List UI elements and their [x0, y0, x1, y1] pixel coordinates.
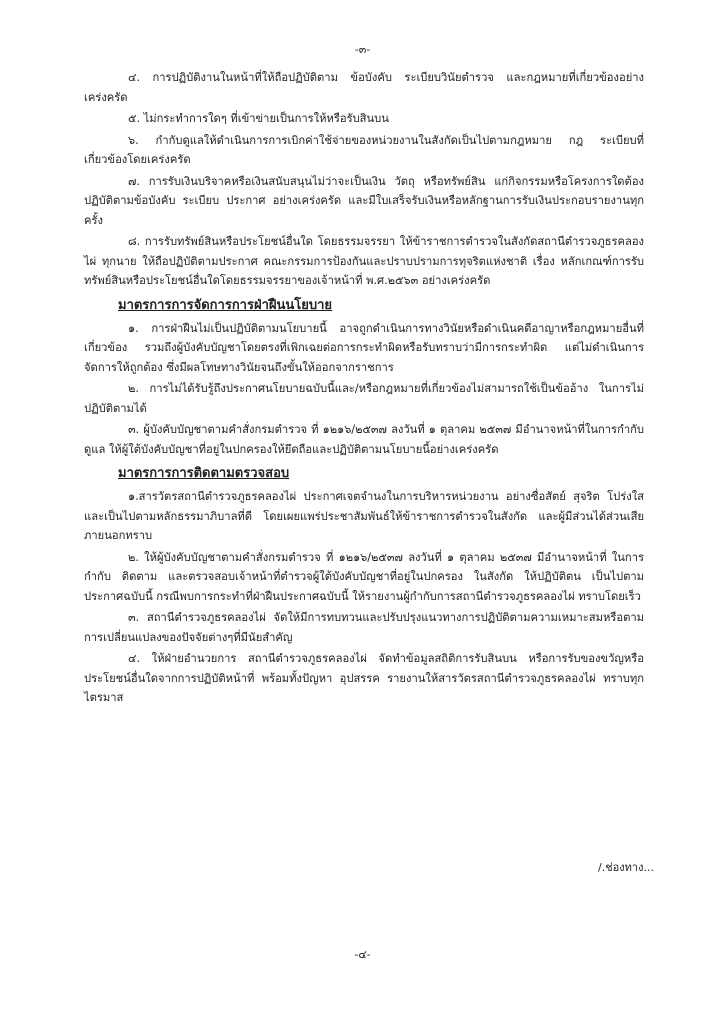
violation-item-2: ๒. การไม่ได้รับรู้ถึงประกาศนโยบายฉบับนี้และ/หรือกฎหมายที่เกี่ยวข้องไม่สามารถใช้เป็นข้ออ้าง ในการไม่ปฏิบัติตามได้	[84, 382, 644, 415]
duty-item-4: ๔. การปฏิบัติงานในหน้าที่ให้ถือปฏิบัติตาม ข้อบังคับ ระเบียบวินัยตำรวจ และกฎหมายที่เกี่ยวข้องอย่างเคร่งครัด	[84, 71, 644, 104]
monitoring-item-3: ๓. สถานีตำรวจภูธรคลองไผ่ จัดให้มีการทบทวนและปรับปรุงแนวทางการปฏิบัติตามความเหมาะสมหรือตามการเปลี่ยนแปลงของปัจจัยต่างๆที่มีนัยสำคัญ	[84, 611, 644, 644]
monitoring-item-2: ๒. ให้ผู้บังคับบัญชาตามคำสั่งกรมตำรวจ ที่ ๑๒๑๖/๒๕๓๗ ลงวันที่ ๑ ตุลาคม ๒๕๓๗ มีอำนาจหน้าที่ ในการกำกับ ติดตาม และตรวจสอบเจ้าหน้าที่ตำรวจผู้ใต้บังคับบัญชาที่อยู่ในปกครอง ในสังกัด ให้ปฏิบัติตน เป็นไปตามประกาศฉบับนี้ กรณีพบการกระทำที่ฝ่าฝืนประกาศฉบับนี้ ให้รายงานผู้กำกับการสถานีตำรวจภูธรคลองไผ่ ทราบโดยเร็ว	[84, 550, 644, 603]
duty-item-5: ๕. ไม่กระทำการใดๆ ที่เข้าข่ายเป็นการให้หรือรับสินบน	[128, 112, 389, 125]
duty-item-6: ๖. กำกับดูแลให้ดำเนินการการเบิกค่าใช้จ่ายของหน่วยงานในสังกัดเป็นไปตามกฎหมาย กฎ ระเบียบที่เกี่ยวข้องโดยเคร่งครัด	[84, 133, 644, 166]
violation-heading: มาตรการการจัดการการฝ่าฝืนนโยบาย	[118, 297, 333, 313]
monitoring-heading: มาตรการการติดตามตรวจสอบ	[118, 466, 290, 481]
monitoring-item-1: ๑.สารวัตรสถานีตำรวจภูธรคลองไผ่ ประกาศเจตจำนงในการบริหารหน่วยงาน อย่างซื่อสัตย์ สุจริต โปร่งใส และเป็นไปตามหลักธรรมาภิบาลที่ดี โดยเผยแพร่ประชาสัมพันธ์ให้ข้าราชการตำรวจในสังกัด และผู้มีส่วนได้ส่วนเสียภายนอกทราบ	[84, 490, 644, 542]
duty-item-8: ๘. การรับทรัพย์สินหรือประโยชน์อื่นใด โดยธรรมจรรยา ให้ข้าราชการตำรวจในสังกัดสถานีตำรวจภูธรคลองไผ่ ทุกนาย ให้ถือปฏิบัติตามประกาศ คณะกรรมการป้องกันและปราบปรามการทุจริตแห่งชาติ เรื่อง หลักเกณฑ์การรับทรัพย์สินหรือประโยชน์อื่นใดโดยธรรมจรรยาของเจ้าหน้าที่ พ.ศ.๒๕๖๓ อย่างเคร่งครัด	[84, 235, 644, 287]
document-body	[84, 68, 644, 710]
monitoring-item-4: ๔. ให้ฝ่ายอำนวยการ สถานีตำรวจภูธรคลองไผ่ จัดทำข้อมูลสถิติการรับสินบน หรือการรับของขวัญหรือประโยชน์อื่นใดจากการปฏิบัติหน้าที่ พร้อมทั้งปัญหา อุปสรรค รายงานให้สารวัตรสถานีตำรวจภูธรคลองไผ่ ทราบทุกไตรมาส	[84, 652, 644, 704]
page-number-bottom: -๔-	[354, 948, 371, 961]
violation-item-3: ๓. ผู้บังคับบัญชาตามคำสั่งกรมตำรวจ ที่ ๑๒๑๖/๒๕๓๗ ลงวันที่ ๑ ตุลาคม ๒๕๓๗ มีอำนาจหน้าที่ในการกำกับ ดูแล ให้ผู้ใต้บังคับบัญชาที่อยู่ในปกครองให้ยึดถือและปฏิบัติตามนโยบายนี้อย่างเคร่งครัด	[84, 423, 644, 456]
continuation-marker: /.ช่องทาง...	[598, 861, 654, 874]
violation-item-1: ๑. การฝ่าฝืนไม่เป็นปฏิบัติตามนโยบายนี้ อาจถูกดำเนินการทางวินัยหรือดำเนินคดีอาญาหรือกฎหมายอื่นที่เกี่ยวข้อง รวมถึงผู้บังคับบัญชาโดยตรงที่เพิกเฉยต่อการกระทำผิดหรือรับทราบว่ามีการกระทำผิด แต่ไม่ดำเนินการจัดการให้ถูกต้อง ซึ่งมีผลโทษทางวินัยจนถึงขั้นให้ออกจากราชการ	[84, 321, 644, 374]
page-number-top: -๓-	[354, 43, 371, 56]
duty-item-7: ๗. การรับเงินบริจาคหรือเงินสนับสนุนไม่ว่าจะเป็นเงิน วัตถุ หรือทรัพย์สิน แก่กิจกรรมหรือโครงการใดต้องปฏิบัติตามข้อบังคับ ระเบียบ ประกาศ อย่างเคร่งครัด และมีใบเสร็จรับเงินหรือหลักฐานการรับเงินประกอบรายงานทุกครั้ง	[84, 174, 644, 227]
